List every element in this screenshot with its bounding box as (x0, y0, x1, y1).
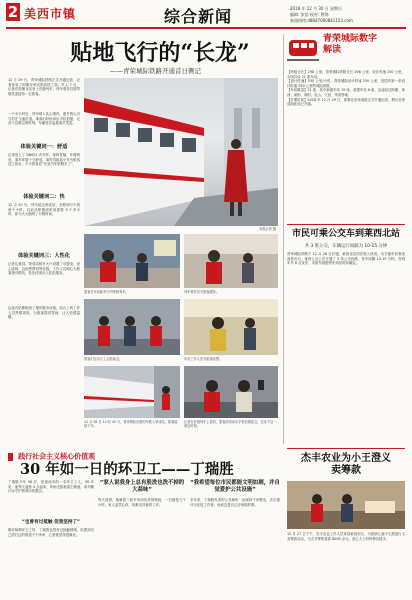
feature-body-2: 每天清晨，他骑着三轮车来到负责的路段，一扫就是几个小时。家人虽然心疼，但都支持他的工作。 (98, 498, 186, 507)
lead-subhead-1: 体验关键词一：舒适 (20, 144, 68, 150)
lead-headline: 贴地飞行的“长龙” (70, 40, 250, 66)
news-hotline: 新闻热线:d8847000841153.com (290, 18, 353, 23)
feature-quote-2: “我希望每位市民都能文明如厕，并自觉爱护公共设施” (190, 480, 280, 493)
lead-para-3: 记者登上了 D6001 次列车，座椅宽敞，车窗明亮，乘车环境十分舒适。乘务员推着小车为旅客送上热水，不少旅客说“比坐汽车舒服多了”。 (8, 153, 80, 167)
sidebar-header (287, 34, 405, 64)
feature-subhead: “也曾有过抵触 但我坚持了” (21, 520, 81, 525)
issue-date: 2018 年 12 月 30 日 星期日 (290, 6, 342, 11)
photo-phone-selfie (184, 366, 278, 418)
sidebar-news-sub: 共 3 班公交，车辆运行间隔为 10-15 分钟 (304, 244, 388, 249)
feature-col-1 (8, 480, 94, 596)
masthead (0, 0, 412, 30)
lead-para-5: 记者注意到，荣成站候车大厅设置了母婴室、爱心座椅、自助售票机等设施，工作人员耐心为旅客指引路线，处处体现出人性化服务。 (8, 262, 80, 276)
photo-attendant-service (184, 234, 278, 288)
sidebar-divider (283, 34, 284, 444)
sidebar-news-title: 市民可乘公交车到莱西北站 (291, 229, 400, 239)
lead-subhead-2: 体验关键词二：快 (23, 194, 65, 200)
lead-para-1: 12 月 29 日，青荣城际铁路正式开通运营，记者体验了即墨至荣成的高铁之旅。早上 7 点，记者在即墨北站登上首趟列车，列车乘务员面带微笑迎接每一位旅客。 (8, 78, 80, 96)
photo-arrival (84, 366, 180, 418)
side-story-rule (287, 448, 405, 449)
feature-kicker (8, 446, 278, 461)
feature-intro: 丁瑞胜今年 58 岁，是莱西市的一名环卫工人，30 年来，他每天凌晨 4 点起床，风雨无阻地清扫街道，用辛勤汗水守护着城市的整洁。 (8, 480, 94, 494)
feature-headline: 30 年如一日的环卫工——丁瑞胜 (20, 461, 234, 478)
caption-arrival: 12 月 28 日 12 时 45 分，青荣城际首趟列车驶入荣成站，旅客陆续下车。 (84, 420, 178, 429)
sidebar-news-text: 青荣城际铁路于 12 月 28 日开通，莱西北站同步投入使用。为方便市民乘坐高铁出行，莱西公交公司开通了 3 条公交线路，发车间隔 10-15 分钟，首班车早 6 点发车，末班车根据列车到站时间确定。 (287, 252, 405, 266)
train-photo-credit: 本报记者 摄 (259, 227, 276, 231)
editor-line: 编辑: 张信 校对: 曾锦 (290, 12, 329, 17)
lead-subhead-3: 体验关键词三：人性化 (18, 253, 70, 259)
sidebar-title: 青荣城际数字解读 (323, 34, 378, 55)
sidebar-rule (287, 224, 405, 225)
page-number: 2 (7, 3, 19, 21)
lead-subheadline: ——青荣城际铁路开通首日侧记 (110, 67, 201, 75)
side-story-text: 12 月 27 日下午，杰丰农业工作人员来到莱西市区，为患病儿童小王澄进行义卖筹款活动，当天共筹集善款 8000 余元，爱心人士纷纷伸出援手。 (287, 532, 405, 541)
section-name: 美西市镇 (24, 7, 77, 21)
lead-para-4: 12 点 20 分，列车抵达荣成站，全程用时不到两个小时。以前从即墨到荣成需要 5 个多小时，如今大大缩短了行程时间。 (8, 203, 80, 217)
photo-ticket-check (184, 299, 278, 355)
side-story-title: 杰丰农业为小王澄义卖筹款 (301, 453, 391, 476)
sidebar (287, 34, 405, 444)
feature-kicker-text: 践行社会主义核心价值观 (18, 452, 96, 461)
photo-waiting-hall (84, 234, 180, 288)
lead-para-2: 一个半小时后，列车驶入乳山境内，窗外的山川与村庄飞速后退。乘客们纷纷拿出手机拍照，记录下这难忘的时刻，车厢里洋溢着欢声笑语。 (8, 112, 80, 126)
masthead-rule (6, 27, 406, 29)
side-story (287, 448, 405, 596)
feature-col-3 (190, 480, 280, 596)
caption-platform-group: 旅客们在站台上合影留念。 (84, 357, 123, 361)
feature-body-1: 刚开始做环卫工时，丁瑞胜也曾有过抵触情绪，但看到自己清扫过的街道干干净净，心里就觉得很满足。 (8, 528, 94, 537)
side-story-photo (287, 481, 405, 529)
section-title: 综合新闻 (164, 7, 233, 26)
feature-body-3: 多年来，丁瑞胜负责的公共厕所一直保持干净整洁，多次被评为先进工作者，他说这是自己应该做的事。 (190, 498, 280, 507)
feature-quote-1: “家人说我身上总有股洗也洗不掉的大蒜味” (99, 480, 185, 493)
photo-platform-group (84, 299, 180, 355)
caption-attendant-service: 列车乘务员为旅客服务。 (184, 290, 220, 294)
train-photo (84, 78, 278, 226)
caption-waiting-hall: 旅客在车站候车厅内等候乘车。 (84, 290, 129, 294)
caption-ticket-check: 车站工作人员为旅客检票。 (184, 357, 223, 361)
lead-article (8, 78, 80, 358)
feature-col-2 (98, 480, 186, 596)
lead-para-6: 沿途各站都配备了便民服务设施，站台上的工作人员热情周到，为旅客提供帮助，让人倍感温暖。 (8, 306, 80, 320)
train-illustration (84, 78, 278, 226)
rail-icon (287, 34, 319, 64)
caption-phone-selfie: 记者在首趟列车上看到，旅客纷纷拿出手机拍照留念，记录下这一难忘时刻。 (184, 420, 277, 429)
sidebar-text: 【两组全长】298 公里，青荣城际铁路全长 298 公里，设计时速 250 公里，全线共设 21 座车站。 【设计时速】250 公里/小时，青荣城际设计时速 250 公里，是国内第一条设计时速 250 公里的城际铁路。 【车站数量】21 座，其中新建车站 15 座，改建车站 6 座，沿途经过即墨、莱西、莱阳、海阳、乳山、文登、荣成等地。 【开通时间】2018 年 12 月 29 日，即墨北至荣成段正式开通运营，烟台至荣成段此前已开通。 (287, 70, 405, 107)
